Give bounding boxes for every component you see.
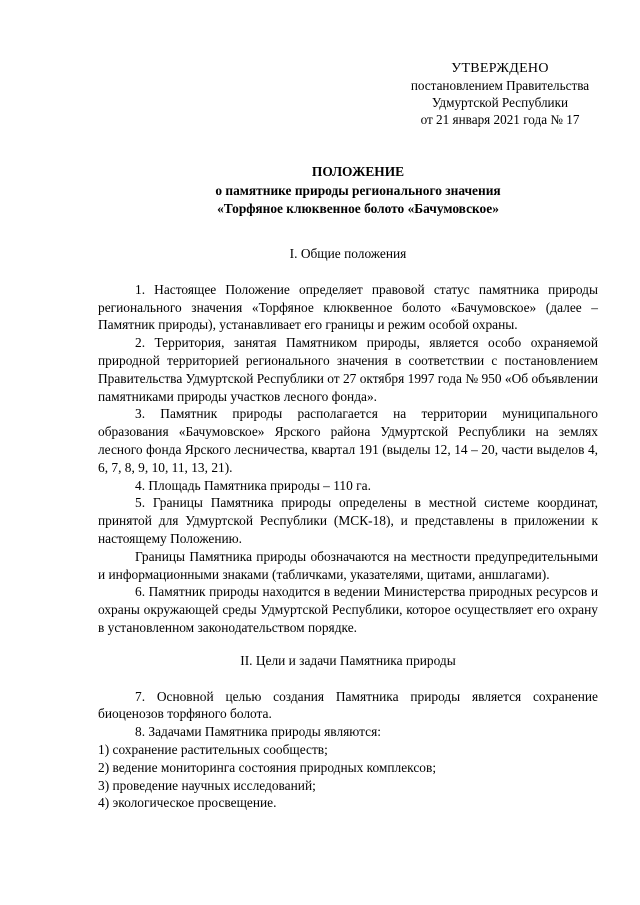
title-line: о памятнике природы регионального значения [215, 182, 501, 198]
paragraph: 5. Границы Памятника природы определены в местной системе координат, принятой для Удмуртской Республики (МСК-18), и представлены в приложении к настоящему Положению. [98, 495, 598, 546]
paragraph: 6. Памятник природы находится в ведении Министерства природных ресурсов и охраны окружающей среды Удмуртской Республики, которое осуществляет его охрану в установленном законодательством порядке. [98, 584, 598, 635]
paragraph: 3. Памятник природы располагается на территории муниципального образования «Бачумовское» Ярского района Удмуртской Республики на землях лесного фонда Ярского лесничества, квартал 191 (выделы 12, 14 – 20, части выделов 4, 6, 7, 8, 9, 10, 11, 13, 21). [98, 406, 598, 475]
approval-line: Удмуртской Республики [431, 95, 569, 110]
approval-heading: УТВЕРЖДЕНО [451, 61, 549, 76]
paragraph: 7. Основной целью создания Памятника природы является сохранение биоценозов торфяного болота. [98, 688, 598, 722]
document-title [88, 163, 628, 219]
approval-block [380, 60, 620, 128]
paragraph: 2. Территория, занятая Памятником природы, является особо охраняемой природной территорией регионального значения в соответствии с постановлением Правительства Удмуртской Республики от 27 октября 1997 года № 950 «Об объявлении памятниками природы участков лесного фонда». [98, 335, 598, 404]
document-body [98, 245, 598, 812]
approval-line: постановлением Правительства [410, 78, 590, 93]
approval-line: от 21 января 2021 года № 17 [420, 112, 580, 127]
section-heading: I. Общие положения [289, 246, 407, 261]
list-item: 3) проведение научных исследований; [98, 777, 316, 793]
title-line: «Торфяное клюквенное болото «Бачумовское» [217, 201, 499, 216]
section-heading: II. Цели и задачи Памятника природы [240, 652, 456, 668]
list-item: 4) экологическое просвещение. [98, 795, 277, 811]
list-item: 1) сохранение растительных сообществ; [98, 741, 328, 757]
list-item: 2) ведение мониторинга состояния природных комплексов; [98, 759, 437, 775]
paragraph: 4. Площадь Памятника природы – 110 га. [135, 477, 371, 493]
paragraph: 8. Задачами Памятника природы являются: [135, 724, 381, 740]
paragraph: Границы Памятника природы обозначаются на местности предупредительными и информационными знаками (табличками, указателями, щитами, аншлагами). [98, 548, 598, 582]
title-line: ПОЛОЖЕНИЕ [311, 164, 405, 179]
paragraph: 1. Настоящее Положение определяет правовой статус памятника природы регионального значения «Торфяное клюквенное болото «Бачумовское» (далее – Памятник природы), устанавливает его границы и режим особой охраны. [98, 281, 598, 333]
